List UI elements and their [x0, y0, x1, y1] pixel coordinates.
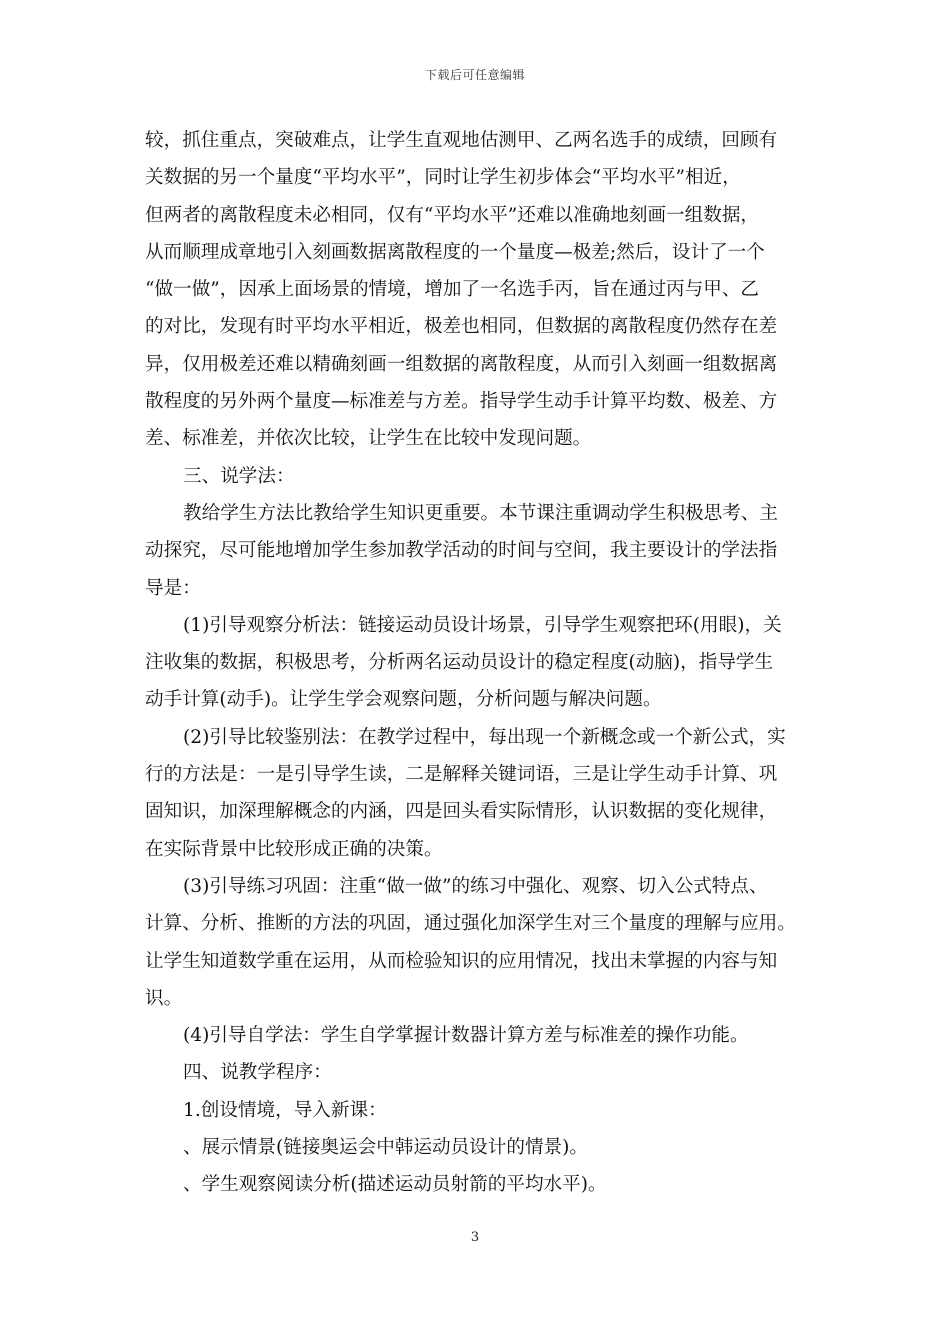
body-line: 计算、分析、推断的方法的巩固，通过强化加深学生对三个量度的理解与应用。: [145, 913, 796, 935]
body-line: 教给学生方法比教给学生知识更重要。本节课注重调动学生积极思考、主: [183, 502, 779, 524]
list-item: (1)引导观察分析法：链接运动员设计场景，引导学生观察把环(用眼)，关: [183, 614, 782, 636]
list-item: (2)引导比较鉴别法：在教学过程中，每出现一个新概念或一个新公式，实: [183, 726, 786, 748]
body-line: 异，仅用极差还难以精确刻画一组数据的离散程度，从而引入刻画一组数据离: [145, 353, 778, 375]
list-item: (3)引导练习巩固：注重“做一做”的练习中强化、观察、切入公式特点、: [183, 875, 768, 897]
section-heading: 三、说学法：: [183, 465, 295, 487]
body-line: 散程度的另外两个量度—标准差与方差。指导学生动手计算平均数、极差、方: [145, 391, 778, 413]
list-item: (4)引导自学法：学生自学掌握计数器计算方差与标准差的操作功能。: [183, 1025, 749, 1047]
body-line: 关数据的另一个量度“平均水平”，同时让学生初步体会“平均水平”相近，: [145, 167, 741, 189]
document-body: [145, 122, 810, 1204]
body-line: 识。: [145, 987, 183, 1009]
body-line: 动探究，尽可能地增加学生参加教学活动的时间与空间，我主要设计的学法指: [145, 540, 778, 562]
body-line: 在实际背景中比较形成正确的决策。: [145, 838, 443, 860]
body-line: 行的方法是：一是引导学生读，二是解释关键词语，三是让学生动手计算、巩: [145, 764, 778, 786]
body-line: 让学生知道数学重在运用，从而检验知识的应用情况，找出未掌握的内容与知: [145, 950, 778, 972]
body-line: 的对比，发现有时平均水平相近，极差也相同，但数据的离散程度仍然存在差: [145, 316, 778, 338]
body-line: “做一做”，因承上面场景的情境，增加了一名选手丙，旨在通过丙与甲、乙: [145, 279, 760, 301]
section-heading: 四、说教学程序：: [183, 1062, 332, 1084]
body-line: 固知识，加深理解概念的内涵，四是回头看实际情形，认识数据的变化规律，: [145, 801, 778, 823]
body-line: 较，抓住重点，突破难点，让学生直观地估测甲、乙两名选手的成绩，回顾有: [145, 130, 778, 151]
body-line: 导是：: [145, 577, 201, 599]
body-line: 注收集的数据，积极思考，分析两名运动员设计的稳定程度(动脑)，指导学生: [145, 652, 774, 674]
page-number: 3: [470, 1230, 480, 1245]
body-line: 动手计算(动手)。让学生学会观察问题，分析问题与解决问题。: [145, 689, 662, 711]
list-item: 、展示情景(链接奥运会中韩运动员设计的情景)。: [183, 1137, 588, 1159]
page-header: 下载后可任意编辑: [424, 68, 525, 82]
list-item: 、学生观察阅读分析(描述运动员射箭的平均水平)。: [183, 1174, 607, 1196]
subsection-heading: 1.创设情境，导入新课：: [183, 1099, 387, 1121]
body-line: 从而顺理成章地引入刻画数据离散程度的一个量度—极差;然后，设计了一个: [145, 241, 765, 263]
body-line: 差、标准差，并依次比较，让学生在比较中发现问题。: [145, 428, 592, 450]
body-line: 但两者的离散程度未必相同，仅有“平均水平”还难以准确地刻画一组数据，: [145, 204, 760, 226]
